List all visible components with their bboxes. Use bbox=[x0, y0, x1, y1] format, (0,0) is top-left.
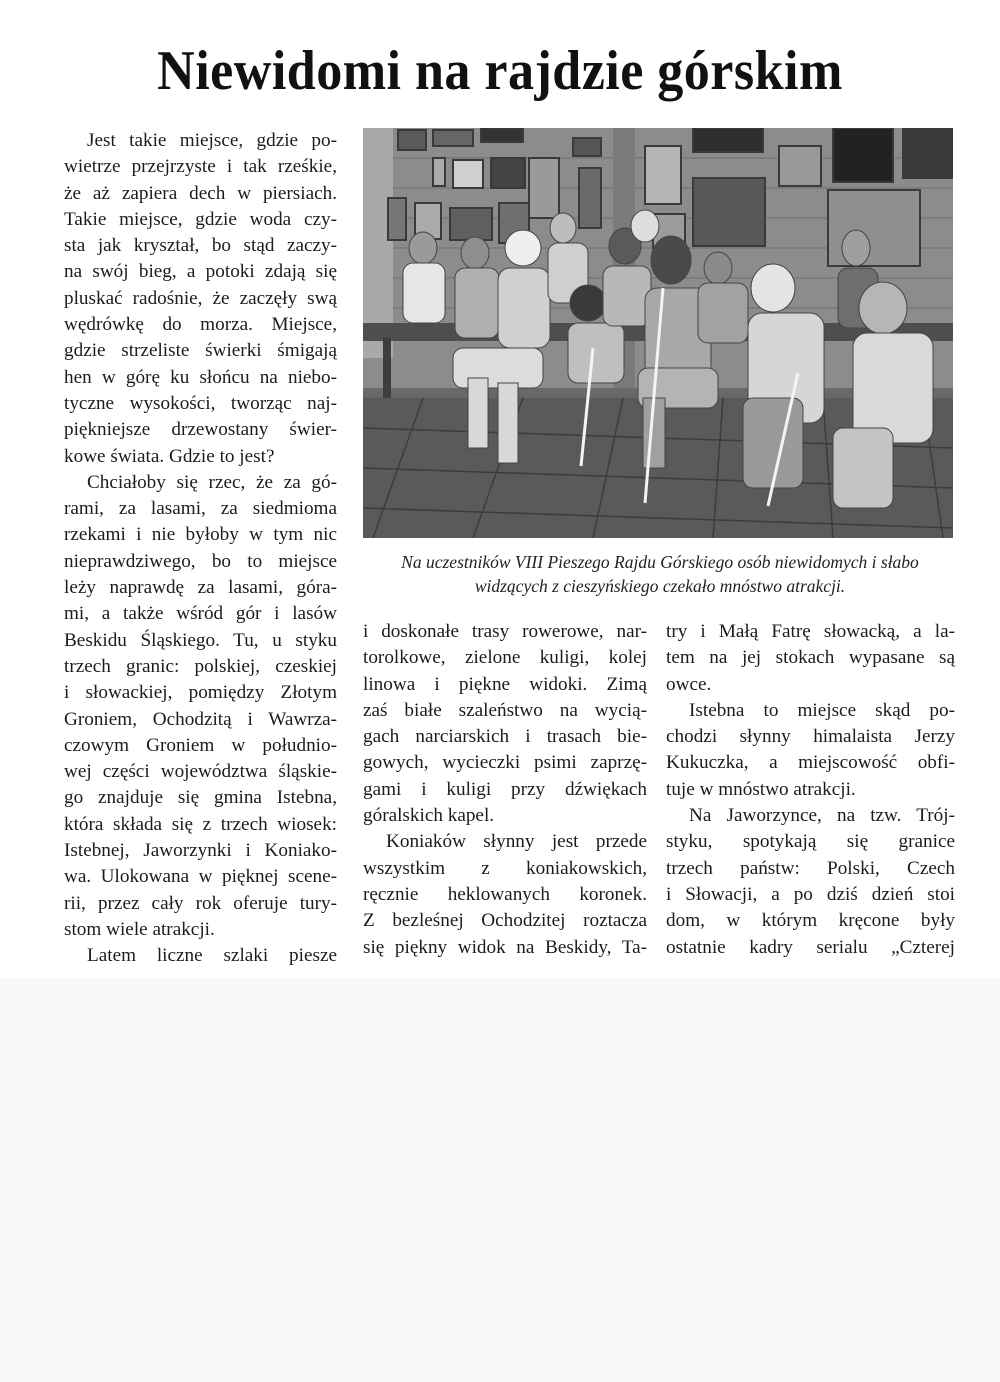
photo-caption-line: Na uczestników VIII Pieszego Rajdu Górskiego osób niewidomych i słabo bbox=[401, 552, 919, 572]
text-line: gdzie strzeliste świerki śmigają bbox=[64, 340, 337, 362]
text-line: try i Małą Fatrę słowacką, a la- bbox=[666, 621, 955, 642]
text-line: nieprawdziwego, bo to miejsce bbox=[64, 550, 337, 572]
text-line: rzekami i nie byłoby w tym nic bbox=[64, 524, 337, 546]
text-line: go znajduje się gmina Istebna, bbox=[64, 787, 337, 809]
article-title: Niewidomi na rajdzie górskim bbox=[157, 40, 843, 102]
text-line: wa. Ulokowana w pięknej scene- bbox=[64, 866, 337, 888]
text-line: która składa się z trzech wiosek: bbox=[64, 813, 337, 835]
text-line: tuje w mnóstwo atrakcji. bbox=[666, 778, 856, 800]
text-line: się piękny widok na Beskidy, Ta- bbox=[363, 936, 647, 958]
text-line: trzech granic: polskiej, czeskiej bbox=[64, 655, 337, 677]
article-column-1 bbox=[64, 128, 337, 970]
article-photo bbox=[363, 128, 953, 538]
photo-caption-line: widzących z cieszyńskiego czekało mnóstwo atrakcji. bbox=[474, 576, 846, 596]
text-line: Latem liczne szlaki piesze bbox=[87, 945, 337, 967]
group-photo-image bbox=[363, 128, 953, 538]
text-line: wszystkim z koniakowskich, bbox=[363, 857, 647, 879]
text-line: i doskonałe trasy rowerowe, nar- bbox=[363, 621, 647, 642]
text-line: torolkowe, zielone kuligi, kolej bbox=[363, 647, 647, 669]
text-line: ręcznie heklowanych koronek. bbox=[363, 883, 647, 905]
text-line: leży naprawdę za lasami, góra- bbox=[64, 577, 337, 599]
text-line: Beskidu Śląskiego. Tu, u styku bbox=[64, 629, 337, 651]
text-line: Koniaków słynny jest przede bbox=[386, 831, 647, 853]
text-line: wędrówkę do morza. Miejsce, bbox=[64, 314, 337, 336]
text-line: Istebnej, Jaworzynki i Koniako- bbox=[64, 840, 337, 862]
text-line: linowa i piękne widoki. Zimą bbox=[363, 673, 647, 695]
text-line: stom wiele atrakcji. bbox=[64, 918, 215, 940]
text-line: Jest takie miejsce, gdzie po- bbox=[87, 130, 337, 151]
text-line: sta jak kryształ, bo stąd zaczy- bbox=[64, 235, 337, 257]
text-line: chodzi słynny himalaista Jerzy bbox=[666, 726, 955, 748]
text-line: i słowackiej, pomiędzy Złotym bbox=[64, 682, 337, 704]
blank-page-area bbox=[0, 978, 1000, 1382]
text-line: Kukuczka, a miejscowość obfi- bbox=[666, 752, 955, 774]
text-line: zaś białe szaleństwo na wycią- bbox=[363, 699, 647, 721]
text-line: ostatnie kadry serialu „Czterej bbox=[666, 936, 955, 958]
text-line: dom, w którym kręcone były bbox=[666, 910, 955, 932]
text-line: że aż zapiera dech w piersiach. bbox=[64, 182, 337, 204]
photo-caption bbox=[360, 550, 960, 598]
text-line: trzech państw: Polski, Czech bbox=[666, 857, 955, 879]
text-line: gowych, wycieczki psimi zaprzę- bbox=[363, 752, 647, 774]
text-line: hen w górę ku słońcu na niebo- bbox=[64, 366, 337, 388]
text-line: Na Jaworzynce, na tzw. Trój- bbox=[689, 805, 955, 827]
text-line: góralskich kapel. bbox=[363, 805, 495, 827]
text-line: rami, za lasami, za siedmioma bbox=[64, 498, 337, 520]
text-line: tem na jej stokach wypasane są bbox=[666, 647, 955, 669]
text-line: gami i kuligi przy dźwiękach bbox=[363, 778, 647, 800]
text-line: wietrze przejrzyste i tak rześkie, bbox=[64, 156, 337, 178]
text-line: mi, a także wśród gór i lasów bbox=[64, 603, 337, 625]
text-line: piękniejsze drzewostany świer- bbox=[64, 419, 337, 441]
article-column-2 bbox=[363, 619, 647, 961]
text-line: i Słowacji, a po dziś dzień stoi bbox=[666, 883, 955, 905]
text-line: styku, spotykają się granice bbox=[666, 831, 955, 853]
text-line: pluskać radośnie, że zaczęły swą bbox=[64, 287, 337, 309]
text-line: na swój bieg, a potoki zdają się bbox=[64, 261, 337, 283]
text-line: kowe świata. Gdzie to jest? bbox=[64, 445, 275, 467]
text-line: Takie miejsce, gdzie woda czy- bbox=[64, 208, 337, 230]
text-line: gach narciarskich i trasach bie- bbox=[363, 726, 647, 748]
article-column-3 bbox=[666, 619, 955, 961]
text-line: Chciałoby się rzec, że za gó- bbox=[87, 471, 337, 493]
text-line: Groniem, Ochodzitą i Wawrza- bbox=[64, 708, 337, 730]
text-line: rii, przez cały rok oferuje tury- bbox=[64, 892, 337, 914]
text-line: wej części województwa śląskie- bbox=[64, 761, 337, 783]
text-line: Istebna to miejsce skąd po- bbox=[689, 699, 955, 721]
text-line: Z bezleśnej Ochodzitej roztacza bbox=[363, 910, 647, 932]
text-line: owce. bbox=[666, 673, 712, 695]
text-line: czowym Groniem w południo- bbox=[64, 734, 337, 756]
text-line: tyczne wysokości, tworząc naj- bbox=[64, 392, 337, 414]
